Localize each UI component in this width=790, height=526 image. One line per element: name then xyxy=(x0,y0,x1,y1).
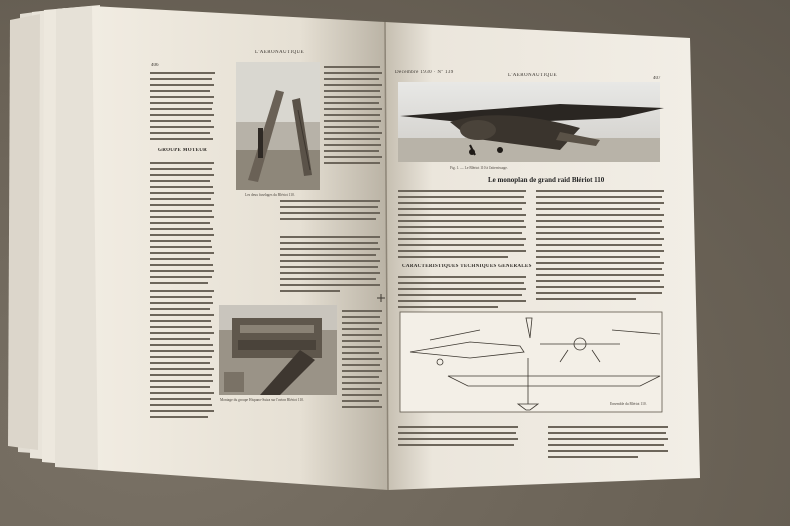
page-stack xyxy=(8,5,100,470)
three-view-drawing xyxy=(400,312,662,412)
left-header: L'AÉRONAUTIQUE xyxy=(255,50,304,55)
left-photo-fuselages xyxy=(236,62,320,190)
left-photo-engine xyxy=(219,305,337,395)
left-caption-top: Les deux fuselages du Blériot 110. xyxy=(245,193,295,197)
right-header-date: Décembre 1930 · Nº 139 xyxy=(395,70,454,75)
right-page-number: 407 xyxy=(653,76,661,81)
left-page-number: 406 xyxy=(151,63,159,68)
left-heading-groupe-moteur: GROUPE MOTEUR xyxy=(158,148,208,153)
section-heading: CARACTÉRISTIQUES TECHNIQUES GÉNÉRALES xyxy=(402,264,532,269)
drawing-caption: Ensemble du Blériot 110. xyxy=(610,402,647,406)
left-caption-bottom: Montage du groupe Hispano-Suiza sur l'avion Blériot 110. xyxy=(220,398,304,402)
right-header-title: L'AÉRONAUTIQUE xyxy=(508,73,557,78)
right-photo-monoplane xyxy=(398,82,664,162)
right-photo-caption: Fig. 1. — Le Blériot 110 à l'atterrissage. xyxy=(450,166,508,170)
article-title: Le monoplan de grand raid Blériot 110 xyxy=(488,176,605,184)
